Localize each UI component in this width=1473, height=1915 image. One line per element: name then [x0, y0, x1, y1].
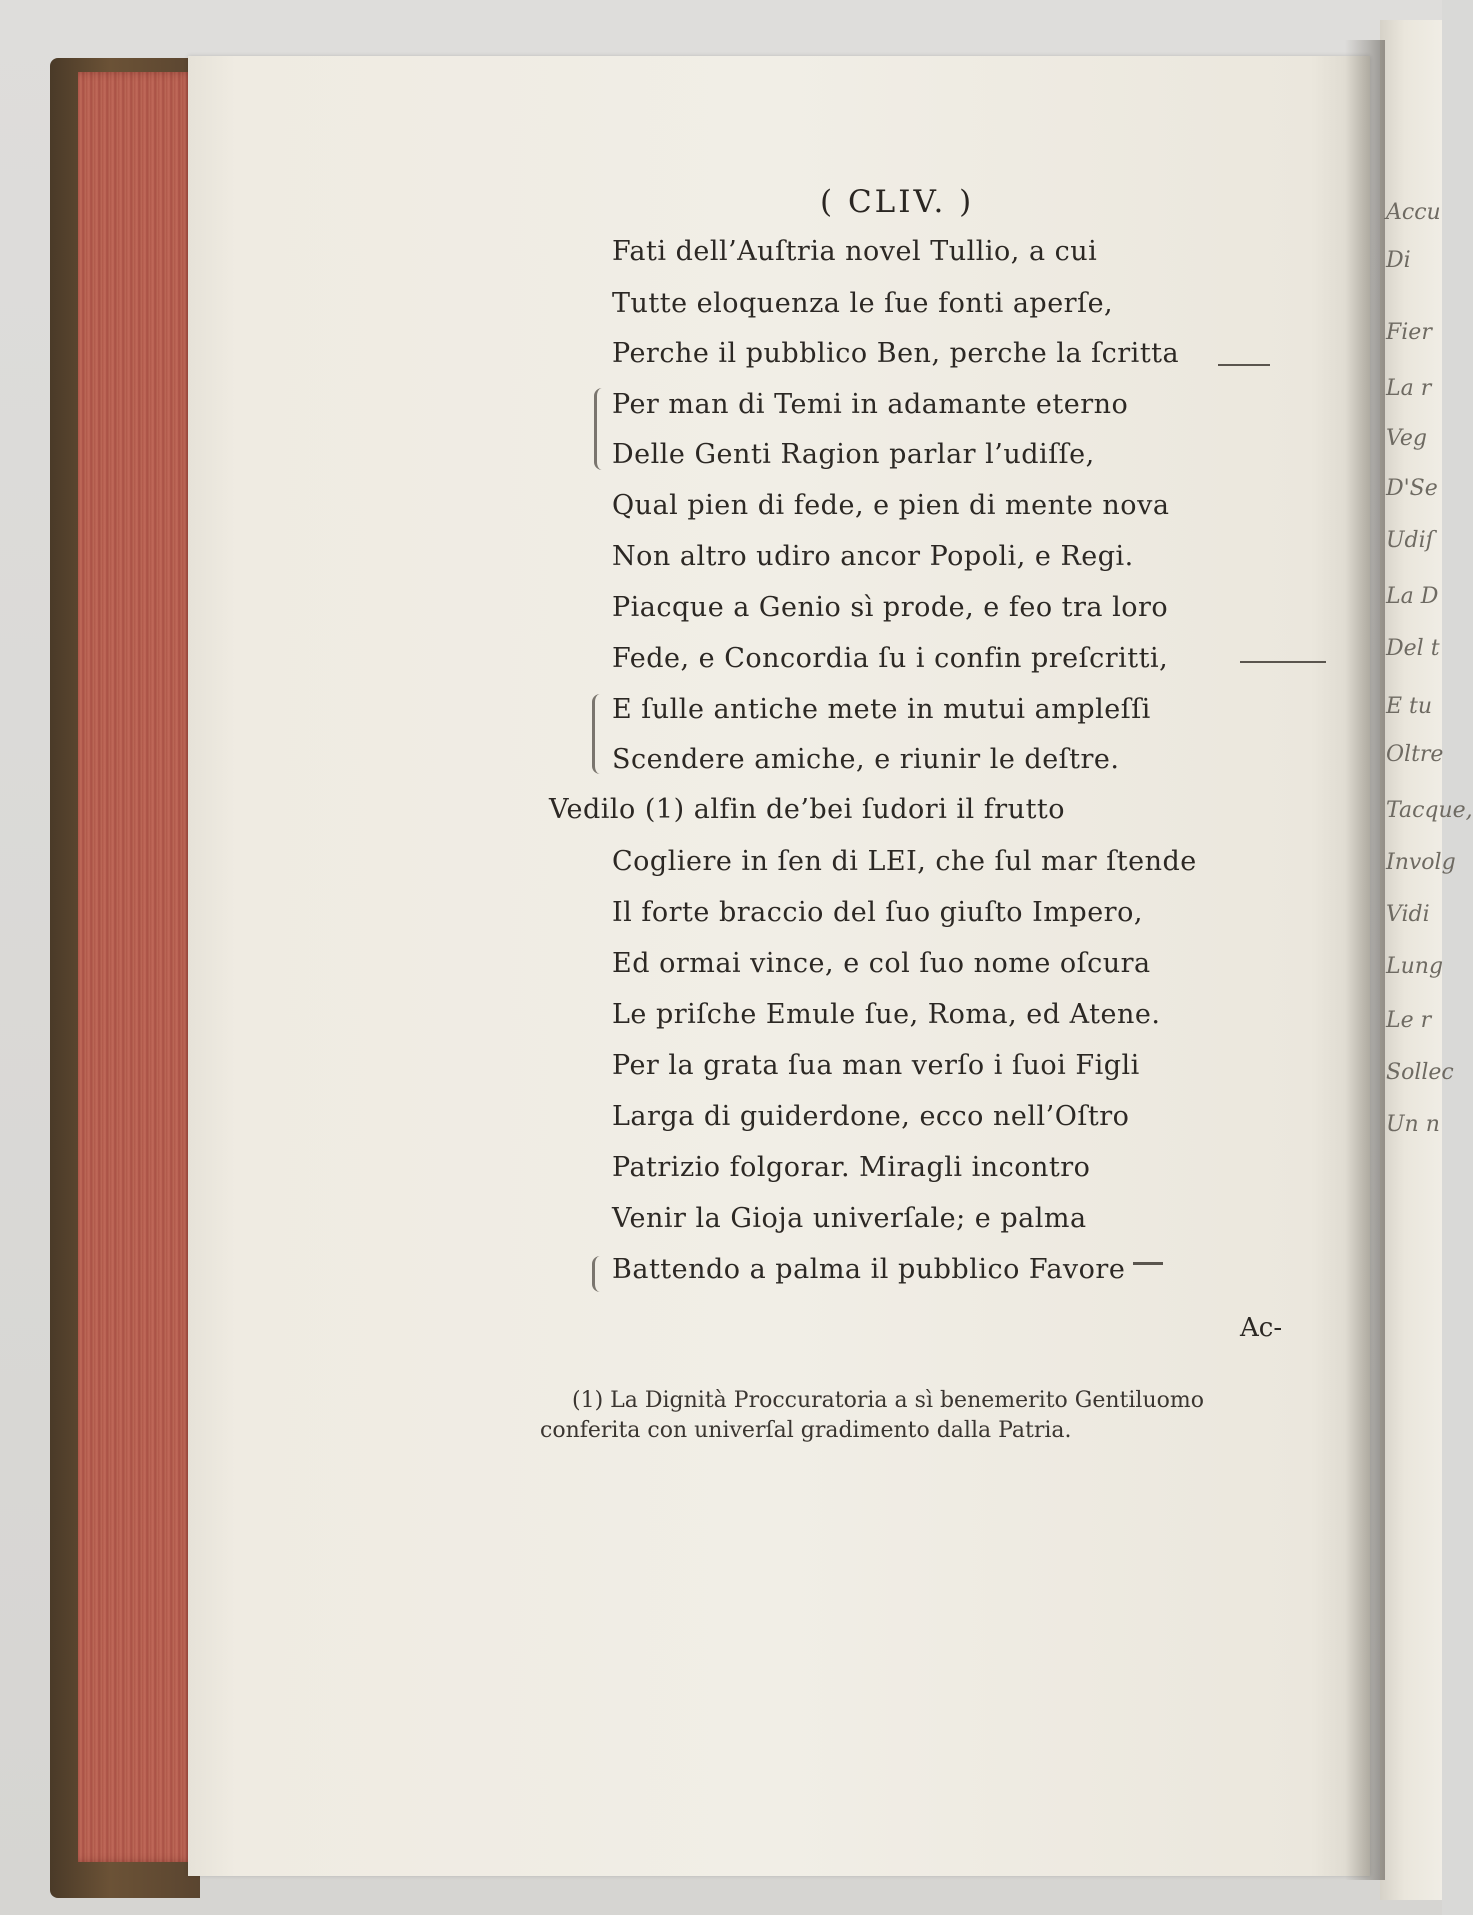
verse-line: Per la grata ſua man verſo i ſuoi Figli: [612, 1050, 1140, 1081]
facing-fragment: Fier: [1386, 320, 1432, 345]
verse-line: Venir la Gioja univerſale; e palma: [612, 1203, 1087, 1234]
verse-line: Cogliere in ſen di LEI, che ſul mar ſtende: [612, 846, 1197, 877]
verse-line: Delle Genti Ragion parlar l’udiſſe,: [612, 439, 1095, 470]
facing-fragment: La r: [1386, 376, 1432, 401]
verse-line: Non altro udiro ancor Popoli, e Regi.: [612, 541, 1134, 572]
footnote-line: conferita con univerſal gradimento dalla Patria.: [540, 1418, 1072, 1443]
facing-fragment: Un n: [1386, 1112, 1440, 1137]
footnote-line: (1) La Dignità Proccuratoria a sì benemerito Gentiluomo: [572, 1388, 1204, 1413]
facing-fragment: Di: [1386, 248, 1411, 273]
facing-fragment: Del t: [1386, 636, 1440, 661]
facing-fragment: Oltre: [1386, 742, 1444, 767]
facing-fragment: Tacque,: [1386, 798, 1473, 823]
gutter-shadow: [1345, 40, 1385, 1880]
verse-line: Scendere amiche, e riunir le deſtre.: [612, 744, 1120, 775]
verse-line: Fati dell’Auſtria novel Tullio, a cui: [612, 236, 1098, 267]
verse-line: Qual pien di fede, e pien di mente nova: [612, 490, 1170, 521]
facing-fragment: D'Se: [1386, 476, 1438, 501]
verse-line: Ed ormai vince, e col ſuo nome oſcura: [612, 948, 1151, 979]
facing-fragment: Le r: [1386, 1008, 1432, 1033]
verse-line: Vedilo (1) alfin de’bei ſudori il frutto: [549, 794, 1066, 825]
facing-fragment: E tu: [1386, 694, 1433, 719]
verse-line: Patrizio folgorar. Miragli incontro: [612, 1152, 1091, 1183]
facing-fragment: La D: [1386, 584, 1439, 609]
facing-fragment: Involg: [1386, 850, 1456, 875]
verse-line: Piacque a Genio sì prode, e feo tra loro: [612, 592, 1169, 623]
verse-line: Fede, e Concordia ſu i confin preſcritti,: [612, 643, 1169, 674]
facing-page: [1380, 20, 1473, 1900]
verse-line: Per man di Temi in adamante eterno: [612, 389, 1129, 420]
facing-fragment: Accu: [1386, 200, 1441, 225]
page-number-heading: ( CLIV. ): [820, 184, 975, 220]
facing-fragment: Veg: [1386, 426, 1427, 451]
catchword: Ac-: [1240, 1313, 1283, 1343]
margin-bracket: [592, 1256, 601, 1292]
verse-line: Tutte eloquenza le ſue fonti aperſe,: [612, 288, 1114, 319]
verse-line: Il forte braccio del ſuo giuſto Impero,: [612, 897, 1143, 928]
page-block-edge: [78, 72, 196, 1862]
facing-fragment: Vidi: [1386, 902, 1430, 927]
margin-pencil-mark: [1218, 364, 1270, 366]
margin-pencil-mark: [1240, 661, 1326, 663]
verse-line: Larga di guiderdone, ecco nell’Oſtro: [612, 1101, 1130, 1132]
margin-bracket: [594, 388, 607, 470]
margin-bracket: [592, 694, 605, 774]
verse-line: Le priſche Emule ſue, Roma, ed Atene.: [612, 999, 1161, 1030]
verse-line: E ſulle antiche mete in mutui ampleſſi: [612, 694, 1151, 725]
margin-pencil-mark: [1133, 1262, 1163, 1265]
facing-fragment: Lung: [1386, 954, 1444, 979]
verse-line: Battendo a palma il pubblico Favore: [612, 1254, 1126, 1285]
facing-fragment: Udiſ: [1386, 528, 1434, 553]
facing-fragment: Sollec: [1386, 1060, 1454, 1085]
verse-line: Perche il pubblico Ben, perche la ſcritta: [612, 338, 1180, 369]
